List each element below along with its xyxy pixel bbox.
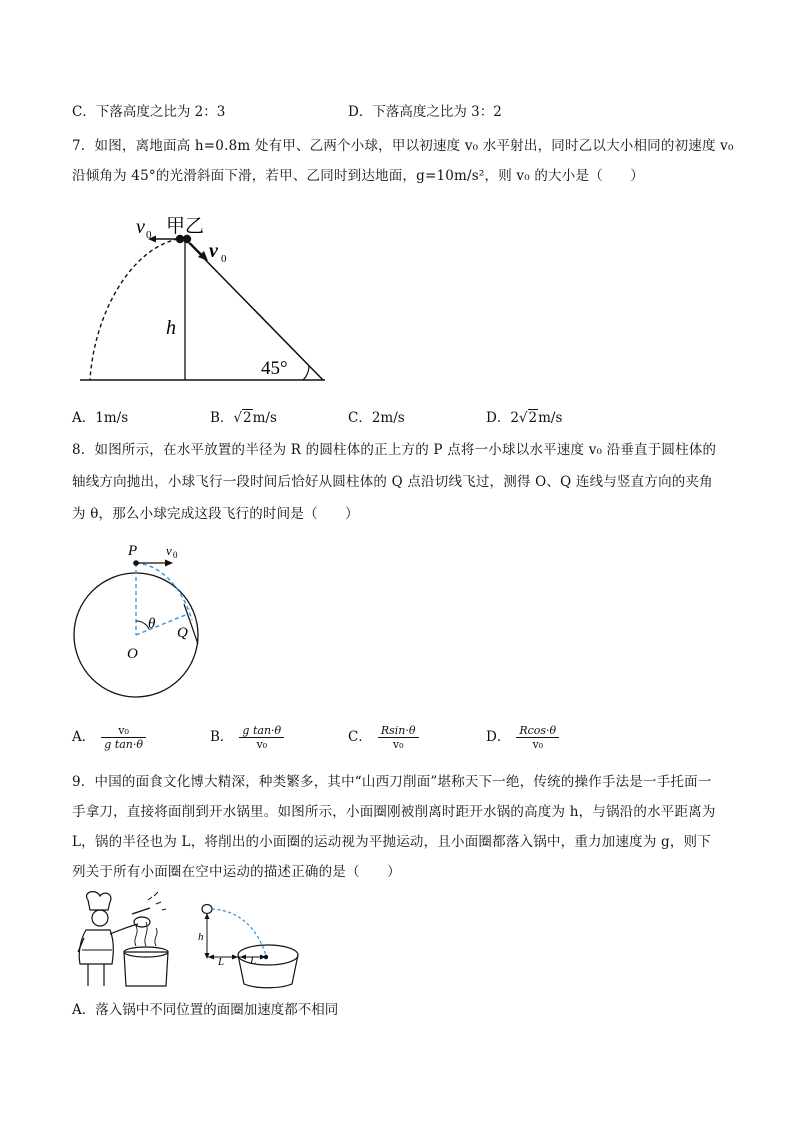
- q7-option-d-prefix: D．: [486, 410, 511, 426]
- q8-label-v0: v: [166, 543, 172, 558]
- q8-point-p: [133, 560, 139, 566]
- q8-option-c-numerator: Rsin·θ: [378, 724, 419, 738]
- q8-label-o: O: [127, 646, 138, 662]
- q9-dough-ring: [202, 905, 212, 914]
- q8-label-theta: θ: [148, 616, 156, 632]
- q7-incline: [185, 239, 323, 380]
- q7-figure: [70, 205, 340, 390]
- q9-label-h: h: [198, 931, 204, 943]
- q9-label-l1: L: [218, 956, 225, 968]
- q8-option-d: [486, 724, 559, 751]
- q8-option-d-prefix: D．: [486, 729, 511, 745]
- q7-option-d: [486, 408, 562, 428]
- q8-label-q: Q: [177, 625, 188, 641]
- sqrt-icon: √2: [518, 410, 538, 426]
- q8-stem-line-3: 为 θ，那么小球完成这段飞行的时间是（ ）: [72, 506, 359, 522]
- q7-stem-line-2: 沿倾角为 45°的光滑斜面下滑，若甲、乙同时到达地面，g=10m/s²，则 v₀ 的大小是（ ）: [72, 168, 644, 184]
- q9-option-a: A．落入锅中不同位置的面圈加速度都不相同: [72, 1002, 339, 1018]
- q8-option-d-numerator: Rcos·θ: [516, 724, 559, 738]
- q9-pot-center: [264, 955, 268, 959]
- q9-stem-line-2: 手拿刀，直接将面削到开水锅里。如图所示，小面圈刚被削离时距开水锅的高度为 h，与锅沿的水平距离为: [72, 804, 716, 820]
- q8-trajectory: [136, 563, 192, 620]
- q8-option-a-denominator: g tan·θ: [104, 738, 143, 751]
- q9-stem-line-4: 列关于所有小面圈在空中运动的描述正确的是（ ）: [72, 864, 401, 880]
- q9-pot-body: [238, 955, 298, 988]
- q8-option-a-prefix: A．: [72, 729, 96, 745]
- q9-pot-rim: [238, 945, 298, 965]
- q7-label-h: h: [166, 317, 176, 339]
- q7-option-d-coef: 2: [510, 410, 519, 426]
- q7-option-b: [210, 408, 277, 428]
- q8-stem-line-1: 8．如图所示，在水平放置的半径为 R 的圆柱体的正上方的 P 点将一小球以水平速度 v₀ 沿垂直于圆柱体的: [72, 442, 717, 458]
- q9-trajectory: [212, 909, 266, 956]
- q8-option-b-numerator: g tan·θ: [239, 724, 284, 738]
- q8-option-a-fraction: [101, 724, 146, 751]
- q7-label-v0-left-sub: 0: [146, 229, 152, 241]
- q8-option-b-prefix: B．: [210, 729, 234, 745]
- q7-label-v0-right: v: [209, 240, 218, 262]
- q7-option-d-unit: m/s: [538, 410, 563, 426]
- q9-stem-line-1: 9．中国的面食文化博大精深，种类繁多，其中“山西刀削面”堪称天下一绝，传统的操作手法是一手托面一: [72, 774, 712, 790]
- q7-option-b-unit: m/s: [252, 410, 277, 426]
- q8-stem-line-2: 轴线方向抛出，小球飞行一段时间后恰好从圆柱体的 Q 点沿切线飞过，测得 O、Q 连线与竖直方向的夹角: [72, 474, 713, 490]
- q8-option-b-fraction: [239, 724, 284, 751]
- q6-option-d: D．下落高度之比为 3：2: [348, 104, 502, 120]
- q7-option-a: A．1m/s: [72, 410, 129, 426]
- q8-option-c: [348, 724, 419, 751]
- q9-pot-diagram: [196, 898, 306, 990]
- q8-figure: [70, 538, 230, 708]
- q9-label-l2: L: [250, 955, 257, 967]
- q6-option-c: C．下落高度之比为 2：3: [72, 104, 226, 120]
- q8-option-c-denominator: v₀: [392, 738, 404, 751]
- q8-option-c-prefix: C．: [348, 729, 372, 745]
- q9-chef-illustration: [70, 890, 180, 990]
- q7-option-b-radicand: 2: [243, 410, 252, 426]
- q7-label-v0-left: v: [136, 216, 145, 238]
- q7-label-jia-yi: 甲乙: [166, 215, 205, 237]
- q8-label-p: P: [128, 543, 138, 559]
- q7-option-c: C．2m/s: [348, 410, 405, 426]
- q8-option-a-numerator: v₀: [101, 724, 146, 738]
- q8-v0-arrowhead: [165, 560, 173, 567]
- q7-option-b-prefix: B．: [210, 410, 234, 426]
- q8-label-v0-sub: 0: [173, 550, 178, 560]
- q8-option-b: [210, 724, 284, 751]
- q7-label-angle: 45°: [261, 358, 288, 379]
- sqrt-icon: √2: [233, 410, 252, 426]
- q8-option-d-fraction: [516, 724, 559, 751]
- q7-stem-line-1: 7．如图，离地面高 h=0.8m 处有甲、乙两个小球，甲以初速度 v₀ 水平射出，同时乙以大小相同的初速度 v₀: [72, 138, 734, 154]
- q7-angle-arc: [303, 366, 309, 380]
- q7-trajectory: [90, 239, 178, 380]
- q8-option-c-fraction: [378, 724, 419, 751]
- q7-label-v0-right-sub: 0: [221, 253, 227, 265]
- q9-stem-line-3: L，锅的半径也为 L，将削出的小面圈的运动视为平抛运动，且小面圈都落入锅中，重力加速度为 g，则下: [72, 834, 711, 850]
- q8-option-a: [72, 724, 146, 751]
- q8-option-d-denominator: v₀: [532, 738, 544, 751]
- q8-option-b-denominator: v₀: [256, 738, 268, 751]
- q7-option-d-radicand: 2: [528, 410, 538, 426]
